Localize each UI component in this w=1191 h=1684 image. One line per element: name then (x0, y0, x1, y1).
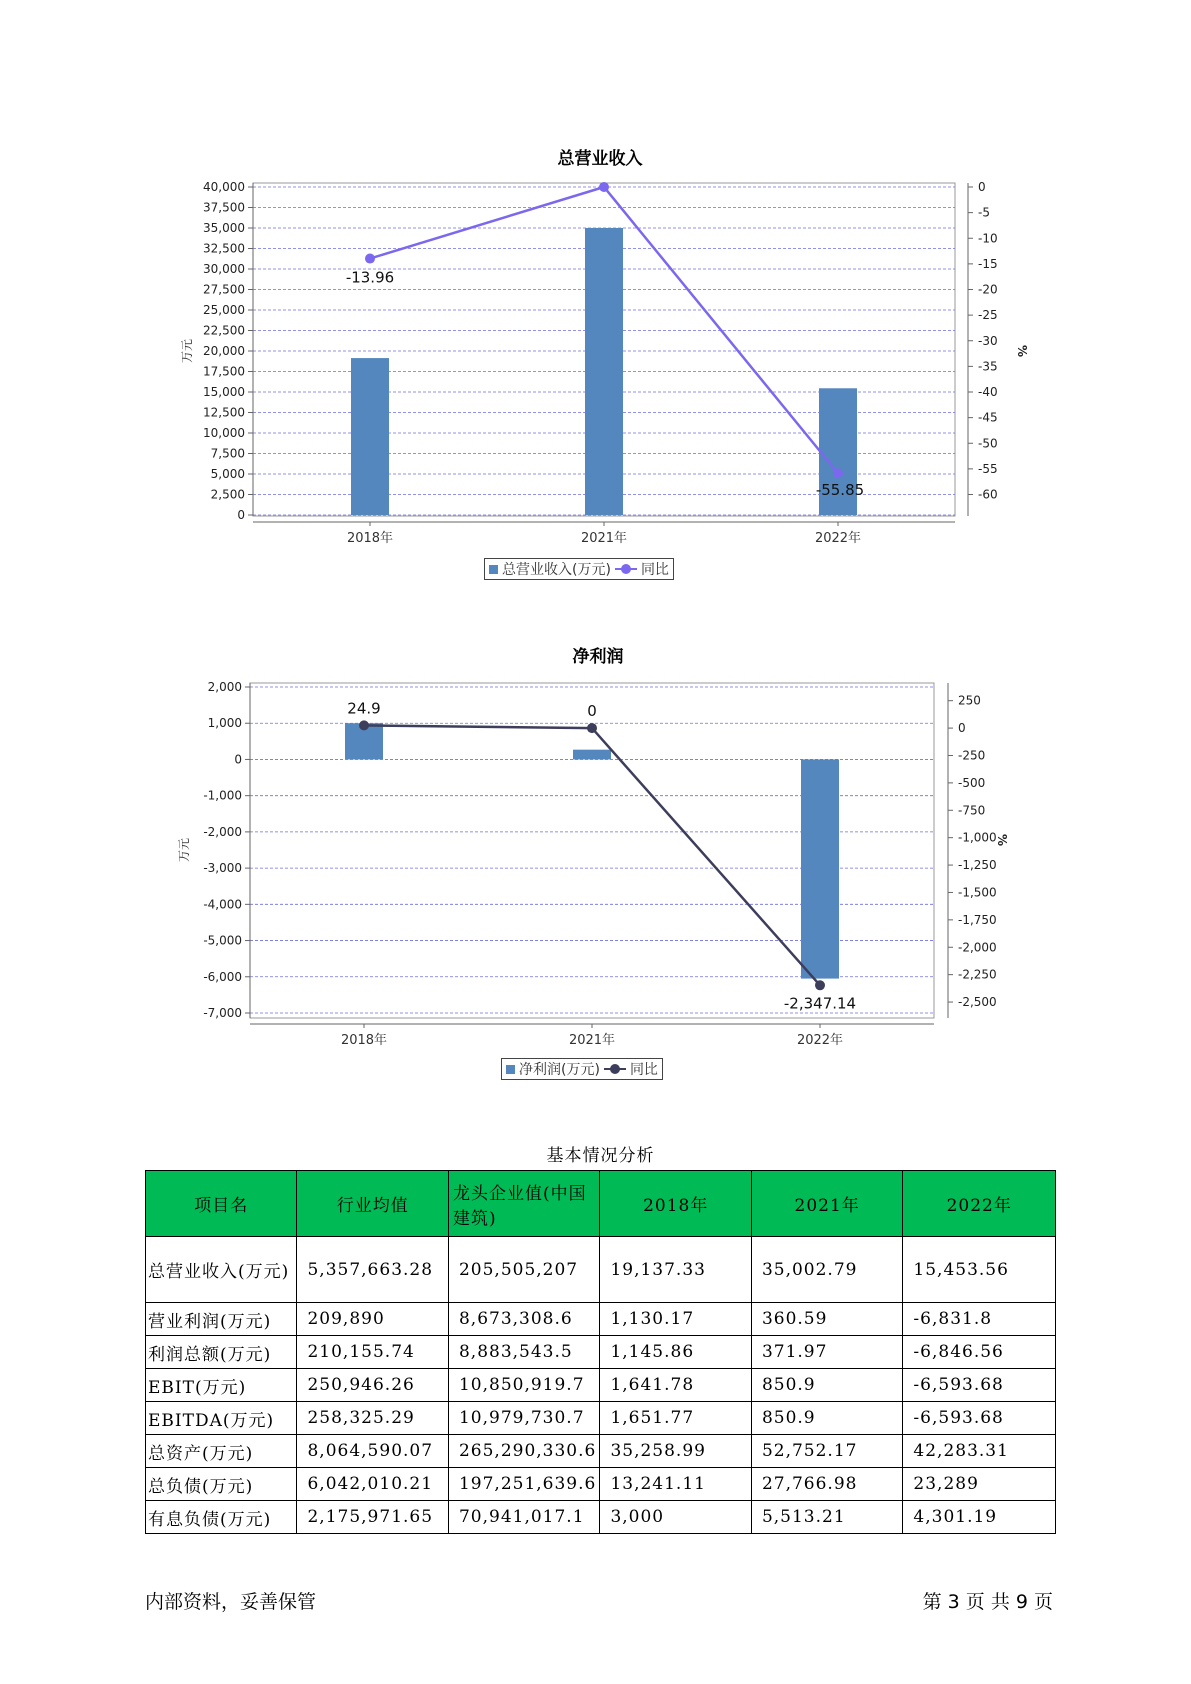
y-right-tick-label: -1,250 (958, 858, 997, 873)
value-cell: 13,241.11 (600, 1468, 751, 1501)
table-row (146, 1435, 1056, 1468)
y-tick-label: 25,000 (203, 303, 245, 317)
y-tick-label: -7,000 (203, 1006, 242, 1020)
value-cell: 10,979,730.7 (448, 1402, 599, 1435)
y-tick-label: -1,000 (203, 788, 242, 803)
y-right-tick-label: -1,750 (958, 912, 997, 927)
value-cell: 6,042,010.21 (297, 1468, 448, 1501)
value-cell: 19,137.33 (600, 1237, 751, 1303)
value-cell: 8,064,590.07 (297, 1435, 448, 1468)
y-right-tick-label: 0 (958, 721, 966, 736)
table-caption: 基本情况分析 (546, 1146, 655, 1166)
y-tick-label: 5,000 (210, 467, 245, 481)
y-right-tick-label: -15 (978, 256, 998, 271)
row-label-cell: 利润总额(万元) (146, 1336, 297, 1369)
table-row (146, 1303, 1056, 1336)
value-cell: 1,130.17 (600, 1303, 751, 1336)
y-tick-label: 37,500 (203, 200, 245, 215)
y-right-tick-label: -750 (958, 803, 986, 818)
yoy-point (815, 980, 825, 990)
row-label-cell: EBIT(万元) (146, 1369, 297, 1402)
table-row (146, 1501, 1056, 1534)
bar (573, 750, 611, 760)
x-tick-label: 2022年 (796, 1033, 844, 1048)
y-right-tick-label: -2,500 (958, 995, 997, 1010)
value-cell: 210,155.74 (297, 1336, 448, 1369)
data-label: 24.9 (347, 699, 381, 718)
data-label: 0 (587, 702, 597, 721)
y-tick-label: -4,000 (203, 897, 242, 912)
value-cell: -6,846.56 (903, 1336, 1056, 1369)
value-cell: 265,290,330.6 (448, 1435, 599, 1468)
value-cell: 70,941,017.1 (448, 1501, 599, 1534)
value-cell: 5,513.21 (751, 1501, 902, 1534)
header-cell: 2021年 (751, 1171, 902, 1237)
value-cell: 371.97 (751, 1336, 902, 1369)
chart1-title: 总营业收入 (557, 149, 643, 169)
value-cell: 42,283.31 (903, 1435, 1056, 1468)
legend-line-swatch (615, 568, 637, 570)
y-right-tick-label: -40 (978, 385, 998, 399)
bar (351, 358, 389, 515)
y-right-tick-label: 250 (958, 693, 981, 708)
y-axis-title: 万元 (180, 338, 194, 364)
value-cell: 3,000 (600, 1501, 751, 1534)
y-tick-label: 32,500 (203, 241, 245, 256)
y-tick-label: 12,500 (203, 405, 245, 420)
table-row (146, 1237, 1056, 1303)
value-cell: 209,890 (297, 1303, 448, 1336)
y-right-tick-label: -250 (958, 748, 986, 763)
y-tick-label: 30,000 (203, 262, 245, 276)
footer-confidential: 内部资料，妥善保管 (145, 1591, 317, 1613)
y-right-tick-label: -55 (978, 461, 998, 476)
y-tick-label: 35,000 (203, 221, 245, 235)
row-label-cell: 总营业收入(万元) (146, 1237, 297, 1303)
table-row (146, 1402, 1056, 1435)
y-right-tick-label: -1,000 (958, 830, 997, 845)
y-tick-label: 2,000 (207, 680, 242, 694)
value-cell: 850.9 (751, 1369, 902, 1402)
y-tick-label: 0 (234, 752, 242, 767)
y-tick-label: 0 (237, 508, 245, 522)
value-cell: 10,850,919.7 (448, 1369, 599, 1402)
y-tick-label: 27,500 (203, 282, 245, 297)
yoy-line (364, 725, 820, 985)
basic-analysis-table (145, 1170, 1056, 1534)
value-cell: 27,766.98 (751, 1468, 902, 1501)
header-cell: 项目名 (146, 1171, 297, 1237)
header-cell: 2018年 (600, 1171, 751, 1237)
y-right-axis-title: % (995, 833, 1009, 847)
y-right-tick-label: -30 (978, 333, 998, 348)
data-label: -13.96 (345, 268, 395, 287)
revenue-chart (0, 160, 1191, 580)
value-cell: 205,505,207 (448, 1237, 599, 1303)
y-tick-label: 22,500 (203, 323, 245, 338)
y-right-tick-label: -1,500 (958, 885, 997, 900)
value-cell: 4,301.19 (903, 1501, 1056, 1534)
footer-page-number: 第 3 页 共 9 页 (922, 1591, 1053, 1613)
chart1-legend (484, 558, 674, 580)
row-label-cell: EBITDA(万元) (146, 1402, 297, 1435)
yoy-point (359, 720, 369, 730)
data-label: -2,347.14 (783, 994, 857, 1013)
x-tick-label: 2021年 (580, 531, 628, 546)
y-right-tick-label: -60 (978, 487, 998, 502)
value-cell: 23,289 (903, 1468, 1056, 1501)
bar (585, 228, 623, 515)
table-row (146, 1336, 1056, 1369)
y-tick-label: -5,000 (203, 933, 242, 948)
y-axis-title: 万元 (177, 837, 191, 863)
chart2-legend (501, 1058, 663, 1080)
legend-line-label: 同比 (629, 1062, 658, 1078)
value-cell: 1,651.77 (600, 1402, 751, 1435)
value-cell: 35,258.99 (600, 1435, 751, 1468)
legend-bar-label: 总营业收入(万元) (502, 562, 611, 578)
y-tick-label: 10,000 (203, 426, 245, 440)
value-cell: 360.59 (751, 1303, 902, 1336)
x-tick-label: 2018年 (346, 531, 394, 546)
row-label-cell: 有息负债(万元) (146, 1501, 297, 1534)
y-right-tick-label: -35 (978, 359, 998, 374)
y-tick-label: 20,000 (203, 344, 245, 358)
legend-line-swatch (604, 1068, 626, 1070)
y-tick-label: 17,500 (203, 364, 245, 379)
value-cell: 197,251,639.6 (448, 1468, 599, 1501)
header-cell: 2022年 (903, 1171, 1056, 1237)
yoy-point (599, 182, 609, 192)
yoy-point (587, 723, 597, 733)
x-tick-label: 2021年 (568, 1033, 616, 1048)
value-cell: 850.9 (751, 1402, 902, 1435)
yoy-point (833, 468, 843, 478)
value-cell: 2,175,971.65 (297, 1501, 448, 1534)
y-right-tick-label: -10 (978, 231, 998, 246)
value-cell: 52,752.17 (751, 1435, 902, 1468)
y-right-axis-title: % (1015, 344, 1029, 358)
y-right-tick-label: -50 (978, 436, 998, 451)
value-cell: -6,831.8 (903, 1303, 1056, 1336)
value-cell: -6,593.68 (903, 1402, 1056, 1435)
y-tick-label: -3,000 (203, 861, 242, 876)
value-cell: 35,002.79 (751, 1237, 902, 1303)
y-right-tick-label: -25 (978, 308, 998, 323)
y-right-tick-label: -2,250 (958, 967, 997, 982)
data-label: -55.85 (815, 481, 865, 500)
y-tick-label: 1,000 (207, 716, 242, 731)
y-right-tick-label: -500 (958, 775, 986, 790)
yoy-point (365, 254, 375, 264)
value-cell: 5,357,663.28 (297, 1237, 448, 1303)
y-right-tick-label: -2,000 (958, 940, 997, 955)
legend-bar-swatch (489, 565, 498, 574)
net-profit-chart (0, 660, 1191, 1080)
header-cell: 龙头企业值(中国建筑) (448, 1171, 599, 1237)
value-cell: 1,145.86 (600, 1336, 751, 1369)
row-label-cell: 总负债(万元) (146, 1468, 297, 1501)
header-cell: 行业均值 (297, 1171, 448, 1237)
value-cell: 250,946.26 (297, 1369, 448, 1402)
x-tick-label: 2022年 (814, 531, 862, 546)
y-tick-label: 15,000 (203, 385, 245, 399)
y-tick-label: 2,500 (210, 487, 245, 502)
value-cell: 15,453.56 (903, 1237, 1056, 1303)
value-cell: -6,593.68 (903, 1369, 1056, 1402)
y-right-tick-label: 0 (978, 180, 986, 194)
y-right-tick-label: -45 (978, 410, 998, 425)
y-tick-label: -6,000 (203, 969, 242, 984)
chart2-title: 净利润 (572, 647, 624, 667)
legend-bar-swatch (506, 1065, 515, 1074)
value-cell: 8,883,543.5 (448, 1336, 599, 1369)
table-row (146, 1369, 1056, 1402)
value-cell: 1,641.78 (600, 1369, 751, 1402)
legend-line-label: 同比 (640, 562, 669, 578)
value-cell: 8,673,308.6 (448, 1303, 599, 1336)
table-header-row (146, 1171, 1056, 1237)
y-right-tick-label: -5 (978, 205, 990, 220)
y-tick-label: 40,000 (203, 180, 245, 194)
legend-bar-label: 净利润(万元) (519, 1062, 600, 1078)
row-label-cell: 总资产(万元) (146, 1435, 297, 1468)
row-label-cell: 营业利润(万元) (146, 1303, 297, 1336)
y-tick-label: -2,000 (203, 824, 242, 839)
x-tick-label: 2018年 (340, 1033, 388, 1048)
value-cell: 258,325.29 (297, 1402, 448, 1435)
bar (801, 759, 839, 978)
y-right-tick-label: -20 (978, 282, 998, 297)
table-row (146, 1468, 1056, 1501)
y-tick-label: 7,500 (210, 446, 245, 461)
